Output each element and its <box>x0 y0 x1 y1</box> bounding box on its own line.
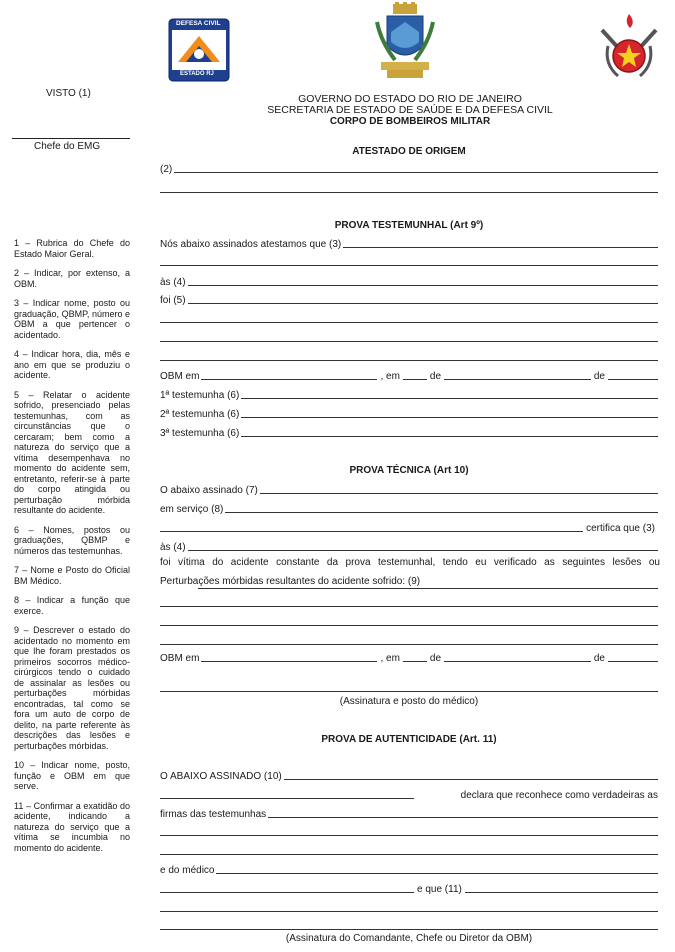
servico-input[interactable] <box>225 512 658 513</box>
foi-line-3[interactable] <box>160 360 658 361</box>
field-2-label: (2) <box>160 164 173 175</box>
prova-testemunhal-title: PROVA TESTEMUNHAL (Art 9º) <box>334 220 484 231</box>
nos-input[interactable] <box>343 247 658 248</box>
lesoes-line-1[interactable] <box>160 606 658 607</box>
tecnica-paragraph-line-2: Perturbações mórbidas resultantes do acidente sofrido: (9) <box>160 576 421 587</box>
testemunha-2-label: 2ª testemunha (6) <box>160 409 240 420</box>
em-label: , em <box>380 371 400 382</box>
as-row <box>160 276 658 288</box>
footnote-3: 3 – Indicar nome, posto ou graduação, QBMP, número e OBM a que pertencer o acidentado. <box>14 298 130 340</box>
testemunha-3-input[interactable] <box>241 436 658 437</box>
month-input-2[interactable] <box>444 661 591 662</box>
testemunha-2-input[interactable] <box>241 417 658 418</box>
footnote-6: 6 – Nomes, postos ou graduações, QBMP e números das testemunhas. <box>14 524 130 556</box>
medico-signature-line[interactable] <box>160 691 658 692</box>
testemunha-3-label: 3ª testemunha (6) <box>160 428 240 439</box>
firmas-row <box>160 808 658 820</box>
em-label-2: , em <box>380 653 400 664</box>
footnote-8: 8 – Indicar a função que exerce. <box>14 595 130 616</box>
field-2-row <box>160 163 658 175</box>
de-label: de <box>429 371 442 382</box>
firmas-line-1[interactable] <box>160 835 658 836</box>
footnote-4: 4 – Indicar hora, dia, mês e ano em que se produziu o acidente. <box>14 349 130 380</box>
foi-line-1[interactable] <box>160 322 658 323</box>
header-line-3: CORPO DE BOMBEIROS MILITAR <box>329 116 491 127</box>
obm-input[interactable] <box>201 379 377 380</box>
atestado-extra-line[interactable] <box>160 192 658 193</box>
foi-input[interactable] <box>188 303 658 304</box>
de-label-2: de <box>593 371 605 382</box>
estado-rj-label: ESTADO RJ <box>180 71 214 77</box>
tecnica-paragraph-line-1: foi vítima do acidente constante da prova testemunhal, tendo eu verificado as seguintes lesões ou <box>160 557 660 568</box>
autenticidade-signature-line[interactable] <box>160 929 658 930</box>
servico-label: em serviço (8) <box>160 504 224 515</box>
defesa-civil-label: DEFESA CIVIL <box>176 20 221 27</box>
footnote-1: 1 – Rubrica do Chefe do Estado Maior Geral. <box>14 238 130 259</box>
medico-label: e do médico <box>160 865 215 876</box>
fire-brigade-emblem-icon <box>600 12 658 84</box>
obm-label: OBM em <box>160 371 200 382</box>
lesoes-line-3[interactable] <box>160 644 658 645</box>
abaixo-label: O abaixo assinado (7) <box>160 485 258 496</box>
foi-line-2[interactable] <box>160 341 658 342</box>
eque-input[interactable] <box>465 892 658 893</box>
prova-tecnica-title: PROVA TÉCNICA (Art 10) <box>349 465 469 476</box>
declara-input[interactable] <box>160 798 414 799</box>
obm-row-2 <box>160 652 658 664</box>
footnote-11: 11 – Confirmar a exatidão do acidente, indicando a natureza do serviço que a vítima se incumbia no momento do acidente. <box>14 800 130 853</box>
footnotes <box>14 238 130 862</box>
certifica-input[interactable] <box>160 531 583 532</box>
header-line-2: SECRETARIA DE ESTADO DE SAÚDE E DA DEFESA CIVIL <box>267 104 553 116</box>
defesa-civil-logo <box>168 18 230 82</box>
de-label-3: de <box>429 653 442 664</box>
footnote-9: 9 – Descrever o estado do acidentado no momento em que lhe foram prestados os primeiros socorros médico-cirúrgicos tendo o cuidado de assinalar as lesões ou perturbações mórbidas encontradas, tal como se fora um auto de corpo de delito, na parte referente às descrições das lesões e perturbações mórbidas. <box>14 625 130 751</box>
abaixo-assinado-row <box>160 770 658 782</box>
eque-pre-input[interactable] <box>160 892 414 893</box>
testemunha-3-row <box>160 427 658 439</box>
abaixo-assinado-label: O ABAIXO ASSINADO (10) <box>160 771 282 782</box>
foi-label: foi (5) <box>160 295 186 306</box>
firmas-label: firmas das testemunhas <box>160 809 267 820</box>
certifica-label: certifica que (3) <box>586 523 655 534</box>
header-line-1: GOVERNO DO ESTADO DO RIO DE JANEIRO <box>298 93 522 105</box>
nos-label: Nós abaixo assinados atestamos que (3) <box>160 239 342 250</box>
footnote-2: 2 – Indicar, por extenso, a OBM. <box>14 268 130 289</box>
abaixo-assinado-input[interactable] <box>284 779 658 780</box>
medico-row <box>160 864 658 876</box>
firmas-line-2[interactable] <box>160 854 658 855</box>
testemunha-2-row <box>160 408 658 420</box>
obm-label-2: OBM em <box>160 653 200 664</box>
tecnica-as-input[interactable] <box>188 550 658 551</box>
obm-input-2[interactable] <box>201 661 377 662</box>
document-header <box>220 94 600 127</box>
as-input[interactable] <box>188 285 658 286</box>
month-input[interactable] <box>444 379 591 380</box>
tecnica-as-label: às (4) <box>160 542 186 553</box>
testemunha-1-row <box>160 389 658 401</box>
state-coat-of-arms-icon <box>373 2 437 80</box>
foi-row <box>160 294 658 306</box>
lesoes-line-0[interactable] <box>198 588 658 589</box>
declara-row <box>160 789 658 801</box>
de-label-4: de <box>593 653 605 664</box>
footnote-5: 5 – Relatar o acidente sofrido, presenciado pelas testemunhas, com as circunstâncias que o cercaram; bem como a natureza do serviço que a vítima desempenhava no momento do acidente sem, entretanto, referir-se à parte do corpo atingida ou perturbação mórbida resultante do acidente. <box>14 389 130 515</box>
comandante-signature-caption: (Assinatura do Comandante, Chefe ou Diretor da OBM) <box>285 933 533 944</box>
firmas-input[interactable] <box>268 817 658 818</box>
testemunha-1-label: 1ª testemunha (6) <box>160 390 240 401</box>
eque-row <box>160 883 658 895</box>
declara-label: declara que reconhece como verdadeiras as <box>460 790 658 801</box>
atestado-title: ATESTADO DE ORIGEM <box>352 146 466 157</box>
autenticidade-line-1[interactable] <box>160 911 658 912</box>
field-2-input[interactable] <box>174 172 658 173</box>
footnote-7: 7 – Nome e Posto do Oficial BM Médico. <box>14 565 130 586</box>
medico-input[interactable] <box>216 873 658 874</box>
chefe-signature-line <box>12 138 130 139</box>
nos-row <box>160 238 658 250</box>
prova-autenticidade-title: PROVA DE AUTENTICIDADE (Art. 11) <box>321 734 497 745</box>
testemunhal-line[interactable] <box>160 265 658 266</box>
servico-row <box>160 503 658 515</box>
day-input-2[interactable] <box>403 661 427 662</box>
lesoes-line-2[interactable] <box>160 625 658 626</box>
testemunha-1-input[interactable] <box>241 398 658 399</box>
eque-label: e que (11) <box>417 884 462 895</box>
tecnica-paragraph <box>160 557 660 587</box>
footnote-10: 10 – Indicar nome, posto, função e OBM em que serve. <box>14 760 130 791</box>
abaixo-input[interactable] <box>260 493 658 494</box>
obm-row-1 <box>160 370 658 382</box>
medico-signature-caption: (Assinatura e posto do médico) <box>339 696 479 707</box>
abaixo-row <box>160 484 658 496</box>
day-input[interactable] <box>403 379 427 380</box>
as-label: às (4) <box>160 277 186 288</box>
visto-label: VISTO (1) <box>46 88 91 99</box>
certifica-row <box>160 522 658 534</box>
year-input-2[interactable] <box>608 661 658 662</box>
chefe-label: Chefe do EMG <box>34 141 101 152</box>
tecnica-as-row <box>160 541 658 553</box>
year-input[interactable] <box>608 379 658 380</box>
